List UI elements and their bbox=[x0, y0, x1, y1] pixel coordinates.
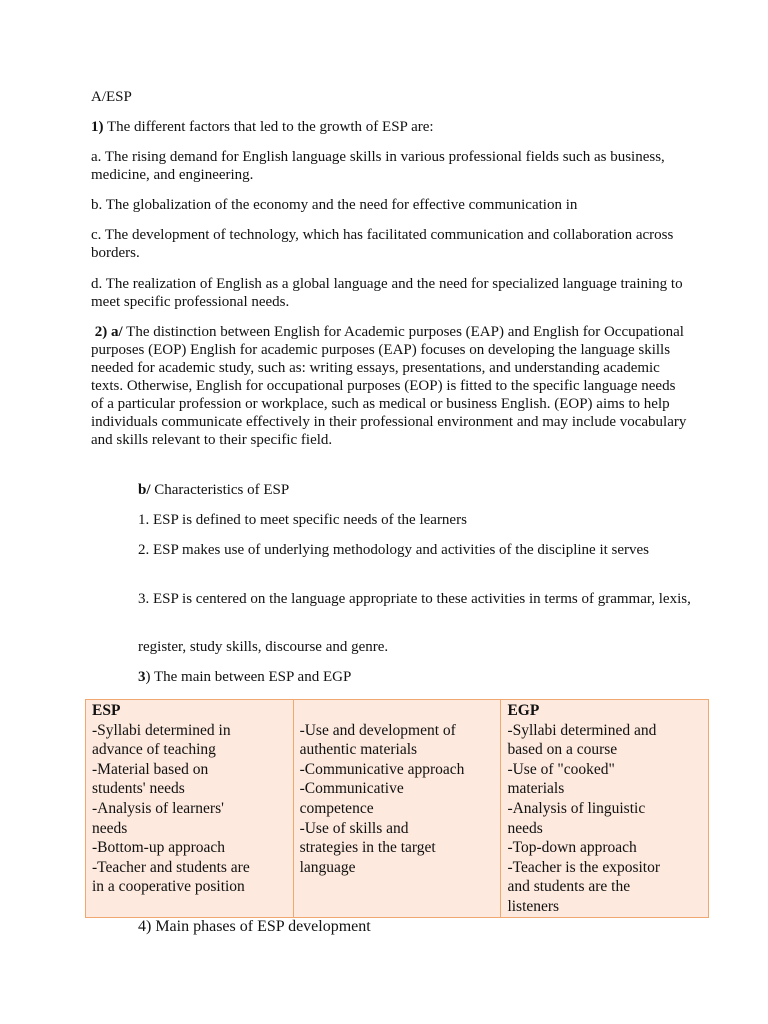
q2b-item-3: 3. ESP is centered on the language appropriate to these activities in terms of grammar, lexis, bbox=[138, 591, 691, 607]
q2b-number: b/ bbox=[138, 482, 151, 498]
q2b-item-1: 1. ESP is defined to meet specific needs of the learners bbox=[138, 512, 467, 528]
esp-line: advance of teaching bbox=[92, 741, 216, 759]
q1-item-b: b. The globalization of the economy and the need for effective communication in bbox=[91, 197, 578, 213]
question-3 bbox=[138, 668, 698, 686]
table-row bbox=[86, 700, 709, 918]
section-title: A/ESP bbox=[91, 89, 132, 105]
egp-line: and students are the bbox=[507, 878, 631, 896]
egp-line: listeners bbox=[507, 897, 560, 915]
egp-line: -Top-down approach bbox=[507, 839, 637, 857]
q2b-item-2: 2. ESP makes use of underlying methodology and activities of the discipline it serves bbox=[138, 542, 650, 558]
shared-line: language bbox=[299, 858, 356, 876]
q1-number: 1) bbox=[91, 119, 104, 135]
shared-line: -Use of skills and bbox=[299, 819, 409, 837]
egp-line: materials bbox=[507, 780, 565, 798]
q1-item-a: a. The rising demand for English language skills in various professional fields such as business, medicine, and engineering. bbox=[91, 149, 665, 183]
egp-line: based on a course bbox=[507, 741, 618, 759]
q2b-text: Characteristics of ESP bbox=[150, 482, 290, 498]
question-2b bbox=[138, 481, 698, 499]
esp-header: ESP bbox=[92, 702, 121, 719]
shared-line: competence bbox=[299, 799, 374, 817]
esp-column bbox=[86, 700, 294, 918]
q3-text: ) The main between ESP and EGP bbox=[145, 669, 352, 685]
esp-line: needs bbox=[92, 819, 128, 837]
question-4: 4) Main phases of ESP development bbox=[138, 918, 371, 935]
egp-header: EGP bbox=[507, 702, 540, 719]
egp-line: -Analysis of linguistic bbox=[507, 799, 646, 817]
egp-column bbox=[501, 700, 709, 918]
q1-item-c: c. The development of technology, which has facilitated communication and collaboration across borders. bbox=[91, 227, 674, 261]
egp-line: -Teacher is the expositor bbox=[507, 858, 661, 876]
egp-line: needs bbox=[507, 819, 543, 837]
q2b-item-3-cont: register, study skills, discourse and genre. bbox=[138, 639, 389, 655]
question-1 bbox=[91, 118, 691, 136]
esp-line: -Syllabi determined in bbox=[92, 721, 231, 739]
q1-text: The different factors that led to the growth of ESP are: bbox=[103, 119, 434, 135]
esp-line: students' needs bbox=[92, 780, 185, 798]
shared-line: -Communicative approach bbox=[299, 760, 465, 778]
q3-number: 3 bbox=[138, 669, 146, 685]
egp-line: -Use of "cooked" bbox=[507, 760, 615, 778]
shared-line: authentic materials bbox=[299, 741, 418, 759]
shared-column bbox=[293, 700, 501, 918]
egp-line: -Syllabi determined and bbox=[507, 721, 657, 739]
shared-line: strategies in the target bbox=[299, 839, 436, 857]
esp-line: -Teacher and students are bbox=[92, 858, 250, 876]
question-2a bbox=[91, 323, 691, 449]
q2a-number: 2) a/ bbox=[94, 324, 123, 340]
esp-line: -Bottom-up approach bbox=[92, 839, 226, 857]
shared-line: -Communicative bbox=[299, 780, 404, 798]
esp-line: in a cooperative position bbox=[92, 878, 245, 896]
q2a-text: The distinction between English for Academic purposes (EAP) and English for Occupational purposes (EOP) English for academic purposes (EAP) focuses on developing the language skills needed for academic study, such as: writing essays, presentations, and understanding academic texts. Otherwise, English for occupational purposes (EOP) is fitted to the specific language needs of a particular profession or workplace, such as medical or business English. (EOP) aims to help individuals communicate effectively in their professional environment and may include vocabulary and skills relevant to their specific field. bbox=[91, 324, 687, 448]
esp-egp-comparison-table bbox=[85, 699, 709, 918]
esp-line: -Material based on bbox=[92, 760, 209, 778]
q1-item-d: d. The realization of English as a global language and the need for specialized language training to meet specific professional needs. bbox=[91, 276, 683, 310]
shared-line: -Use and development of bbox=[299, 721, 456, 739]
esp-line: -Analysis of learners' bbox=[92, 799, 224, 817]
